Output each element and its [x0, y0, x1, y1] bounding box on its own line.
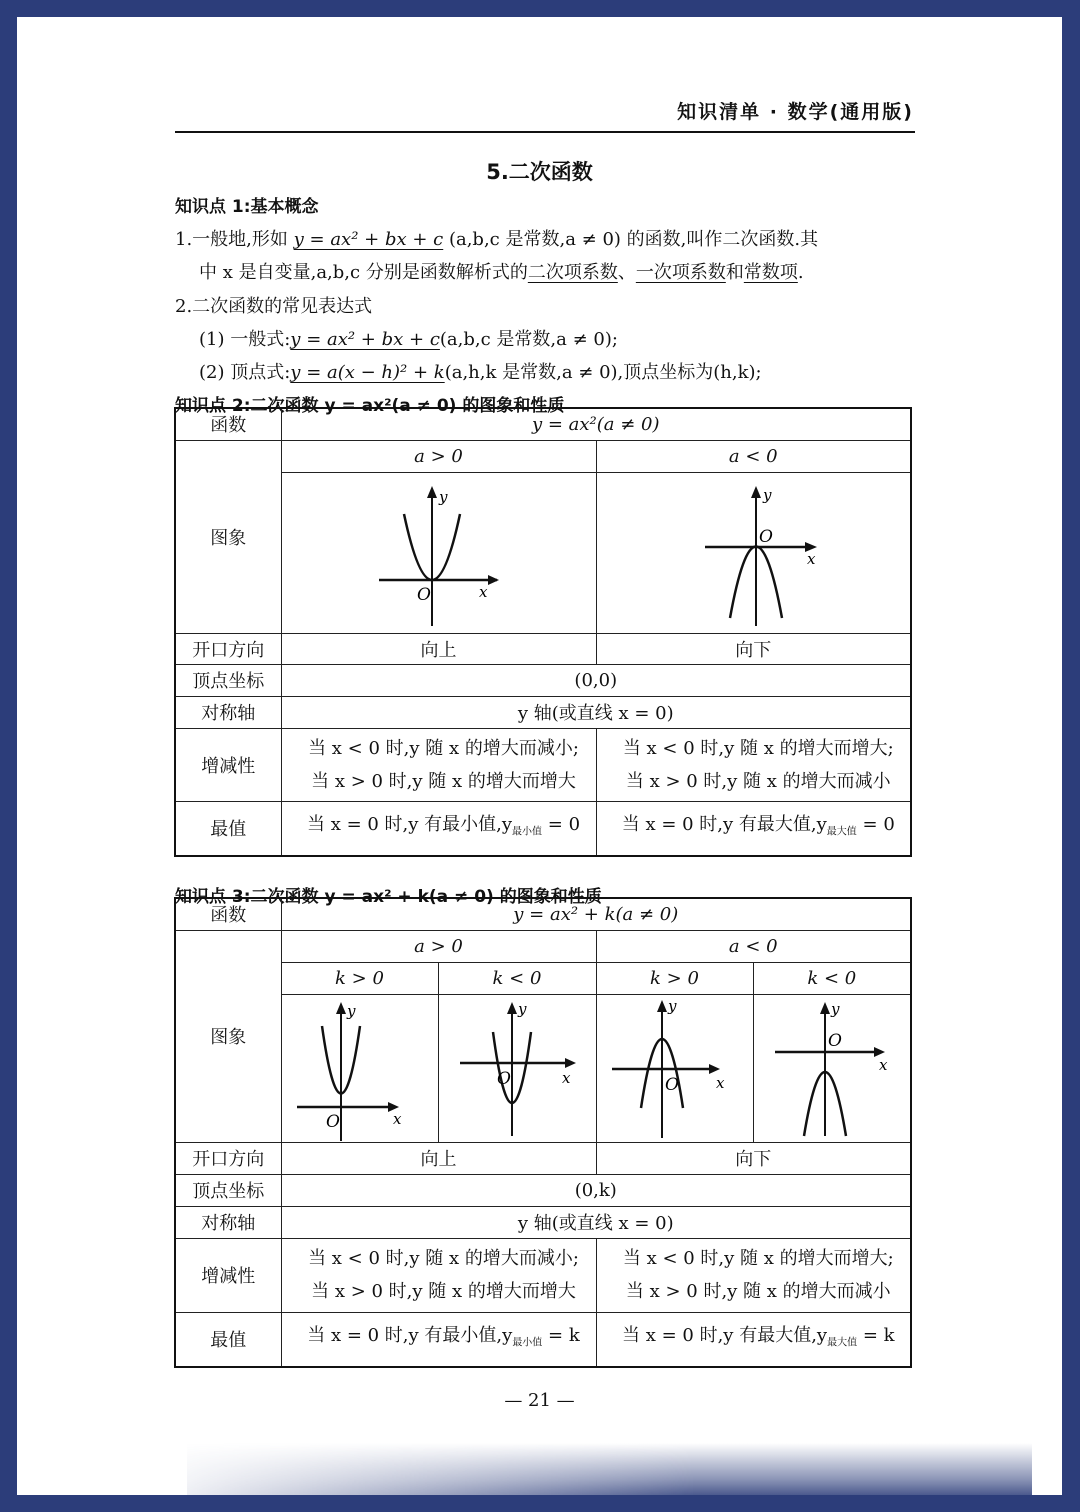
parabola-up-graph — [369, 478, 509, 628]
form1-note: (a,b,c 是常数,a ≠ 0); — [439, 329, 618, 350]
origin-label: O — [325, 1111, 340, 1132]
ext-sub: 最小值 — [512, 1337, 543, 1349]
kp1-form1 — [199, 325, 618, 351]
kp1-item1-line2 — [199, 258, 804, 284]
k-pos-up: k > 0 — [281, 962, 438, 994]
row-label: 开口方向 — [175, 633, 281, 664]
ext-pre: 当 x = 0 时,y 有最大值,y — [621, 813, 827, 835]
origin-label: O — [497, 1068, 511, 1089]
section-title: 5.二次函数 — [486, 160, 593, 184]
ext-pre: 当 x = 0 时,y 有最小值,y — [307, 1324, 513, 1346]
origin-label: O — [416, 584, 431, 605]
y-axis-label: y — [518, 999, 527, 1018]
y-axis-arrow — [657, 1000, 667, 1012]
x-axis-label: x — [562, 1068, 571, 1087]
symmetry-axis-value: y 轴(或直线 x = 0) — [281, 1206, 911, 1238]
y-axis-label: y — [667, 996, 676, 1015]
ext-pre: 当 x = 0 时,y 有最大值,y — [622, 1324, 828, 1346]
form1-label: (1) 一般式: — [199, 329, 291, 350]
kp3-row-axis — [175, 1206, 911, 1238]
x-axis-label: x — [807, 549, 816, 568]
term-constant: 常数项 — [743, 262, 798, 283]
x-axis-arrow — [709, 1064, 720, 1074]
origin-label: O — [827, 1030, 842, 1051]
y-axis-label: y — [438, 487, 447, 506]
mono-pos-line1: 当 x < 0 时,y 随 x 的增大而减小; — [308, 1248, 579, 1269]
form1-formula: y = ax² + bx + c — [290, 329, 440, 350]
extremum-neg — [596, 1312, 911, 1367]
graph-down-kneg-cell — [753, 994, 911, 1142]
running-header: 知识清单 · 数学(通用版) — [677, 101, 914, 123]
origin-label: O — [664, 1074, 679, 1095]
k-neg-up: k < 0 — [438, 962, 596, 994]
parabola-down-shifted-up-graph — [600, 996, 750, 1141]
kp3-case-pos: a > 0 — [281, 930, 596, 962]
y-axis-arrow — [751, 486, 761, 498]
row-label: 增减性 — [175, 1238, 281, 1312]
x-axis-arrow — [565, 1058, 576, 1068]
kp3-row-opening — [175, 1142, 911, 1174]
kp2-func-label: 函数 — [175, 408, 281, 440]
k-pos-down: k > 0 — [596, 962, 753, 994]
kp2-row-extremum — [175, 801, 911, 856]
kp3-row-cases — [175, 930, 911, 962]
y-axis-arrow — [427, 486, 437, 498]
kp2-graph-neg-cell — [596, 472, 911, 633]
term-linear-coef: 一次项系数 — [635, 262, 726, 283]
vertex-value: (0,0) — [281, 664, 911, 696]
mono-neg-line2: 当 x > 0 时,y 随 x 的增大而减小 — [625, 1281, 891, 1302]
k-neg-down: k < 0 — [753, 962, 911, 994]
row-label: 开口方向 — [175, 1142, 281, 1174]
form2-formula: y = a(x − h)² + k — [290, 362, 445, 383]
y-axis-label: y — [763, 485, 772, 504]
kp3-row-kcases — [175, 962, 911, 994]
kp3-row-monotonicity — [175, 1238, 911, 1312]
extremum-neg — [596, 801, 911, 856]
form2-label: (2) 顶点式: — [199, 362, 291, 383]
ext-pre: 当 x = 0 时,y 有最小值,y — [306, 813, 513, 835]
opening-pos: 向上 — [281, 633, 596, 664]
opening-neg: 向下 — [596, 633, 911, 664]
x-axis-arrow — [488, 575, 499, 585]
ext-sub: 最大值 — [827, 1337, 858, 1349]
kp2-graph-label: 图象 — [175, 440, 281, 633]
header-rule — [175, 131, 915, 133]
kp3-row-graphs — [175, 994, 911, 1142]
kp3-table — [174, 897, 912, 1368]
kp3-graph-label: 图象 — [175, 930, 281, 1142]
kp3-row-extremum — [175, 1312, 911, 1367]
opening-pos: 向上 — [281, 1142, 596, 1174]
bottom-gradient-decoration — [187, 1443, 1032, 1495]
kp1-item1-formula: y = ax² + bx + c — [293, 229, 444, 250]
kp1-item1-line2-pre: 中 x 是自变量,a,b,c 分别是函数解析式的 — [199, 262, 528, 283]
monotonicity-pos — [281, 728, 596, 801]
y-axis-arrow — [336, 1002, 346, 1014]
y-axis-arrow — [507, 1002, 517, 1014]
parabola-down-shifted-down-graph — [757, 996, 907, 1141]
row-label: 顶点坐标 — [175, 664, 281, 696]
row-label: 最值 — [175, 801, 281, 856]
monotonicity-neg — [596, 1238, 911, 1312]
row-label: 对称轴 — [175, 1206, 281, 1238]
y-axis-label: y — [830, 999, 840, 1018]
parabola-up-shifted-up-graph — [285, 996, 435, 1141]
ext-post: = k — [857, 1324, 895, 1346]
ext-post: = 0 — [542, 813, 581, 835]
ext-post: = 0 — [856, 813, 895, 835]
page-number: — 21 — — [504, 1390, 575, 1411]
kp3-case-neg: a < 0 — [596, 930, 911, 962]
kp2-row-axis — [175, 696, 911, 728]
mono-pos-line2: 当 x > 0 时,y 随 x 的增大而增大 — [311, 770, 576, 792]
kp1-item2: 2.二次函数的常见表达式 — [175, 296, 373, 317]
kp1-heading: 知识点 1:基本概念 — [175, 197, 319, 217]
vertex-value: (0,k) — [281, 1174, 911, 1206]
parabola-up-shifted-down-graph — [442, 996, 592, 1141]
y-axis-arrow — [820, 1002, 830, 1014]
kp1-item1-post: (a,b,c 是常数,a ≠ 0) 的函数,叫作二次函数.其 — [443, 229, 819, 250]
kp2-func-value: y = ax²(a ≠ 0) — [281, 408, 911, 440]
monotonicity-neg — [596, 728, 911, 801]
kp2-row-monotonicity — [175, 728, 911, 801]
separator: 、 — [617, 262, 636, 283]
mono-pos-line1: 当 x < 0 时,y 随 x 的增大而减小; — [308, 737, 579, 759]
x-axis-label: x — [715, 1073, 724, 1092]
graph-down-kpos-cell — [596, 994, 753, 1142]
row-label: 增减性 — [175, 728, 281, 801]
ext-sub: 最大值 — [826, 826, 857, 838]
extremum-pos — [281, 801, 596, 856]
kp1-item1-pre: 1.一般地,形如 — [175, 229, 294, 250]
kp2-case-pos: a > 0 — [281, 440, 596, 472]
extremum-pos — [281, 1312, 596, 1367]
kp2-case-neg: a < 0 — [596, 440, 911, 472]
conjunction: 和 — [725, 262, 744, 283]
x-axis-label: x — [478, 582, 487, 601]
kp3-func-value: y = ax² + k(a ≠ 0) — [281, 898, 911, 930]
kp1-form2 — [199, 358, 762, 384]
x-axis-label: x — [878, 1055, 888, 1074]
page — [17, 17, 1062, 1495]
kp3-row-function — [175, 898, 911, 930]
graph-up-kneg-cell — [438, 994, 596, 1142]
kp1-item1-line1 — [175, 225, 818, 251]
kp3-func-label: 函数 — [175, 898, 281, 930]
kp2-row-opening — [175, 633, 911, 664]
x-axis-label: x — [392, 1109, 401, 1128]
mono-pos-line2: 当 x > 0 时,y 随 x 的增大而增大 — [311, 1281, 576, 1302]
parabola-down-graph — [683, 478, 823, 628]
kp2-graph-pos-cell — [281, 472, 596, 633]
mono-neg-line2: 当 x > 0 时,y 随 x 的增大而减小 — [625, 770, 891, 792]
form2-note: (a,h,k 是常数,a ≠ 0),顶点坐标为(h,k); — [444, 362, 762, 383]
graph-up-kpos-cell — [281, 994, 438, 1142]
kp2-row-vertex — [175, 664, 911, 696]
symmetry-axis-value: y 轴(或直线 x = 0) — [281, 696, 911, 728]
period: . — [797, 262, 804, 283]
ext-post: = k — [542, 1324, 580, 1346]
term-quadratic-coef: 二次项系数 — [527, 262, 618, 283]
row-label: 最值 — [175, 1312, 281, 1367]
kp3-heading: 知识点 3:二次函数 y = ax² + k(a ≠ 0) 的图象和性质 — [175, 887, 602, 907]
y-axis-label: y — [346, 1001, 355, 1020]
mono-neg-line1: 当 x < 0 时,y 随 x 的增大而增大; — [622, 737, 894, 759]
row-label: 对称轴 — [175, 696, 281, 728]
kp2-table — [174, 407, 912, 857]
kp3-row-vertex — [175, 1174, 911, 1206]
kp2-row-function — [175, 408, 911, 440]
monotonicity-pos — [281, 1238, 596, 1312]
kp2-row-graphs — [175, 472, 911, 633]
row-label: 顶点坐标 — [175, 1174, 281, 1206]
opening-neg: 向下 — [596, 1142, 911, 1174]
mono-neg-line1: 当 x < 0 时,y 随 x 的增大而增大; — [622, 1248, 894, 1269]
ext-sub: 最小值 — [512, 826, 543, 838]
kp2-row-cases — [175, 440, 911, 472]
kp2-heading: 知识点 2:二次函数 y = ax²(a ≠ 0) 的图象和性质 — [175, 396, 565, 416]
origin-label: O — [759, 526, 774, 547]
